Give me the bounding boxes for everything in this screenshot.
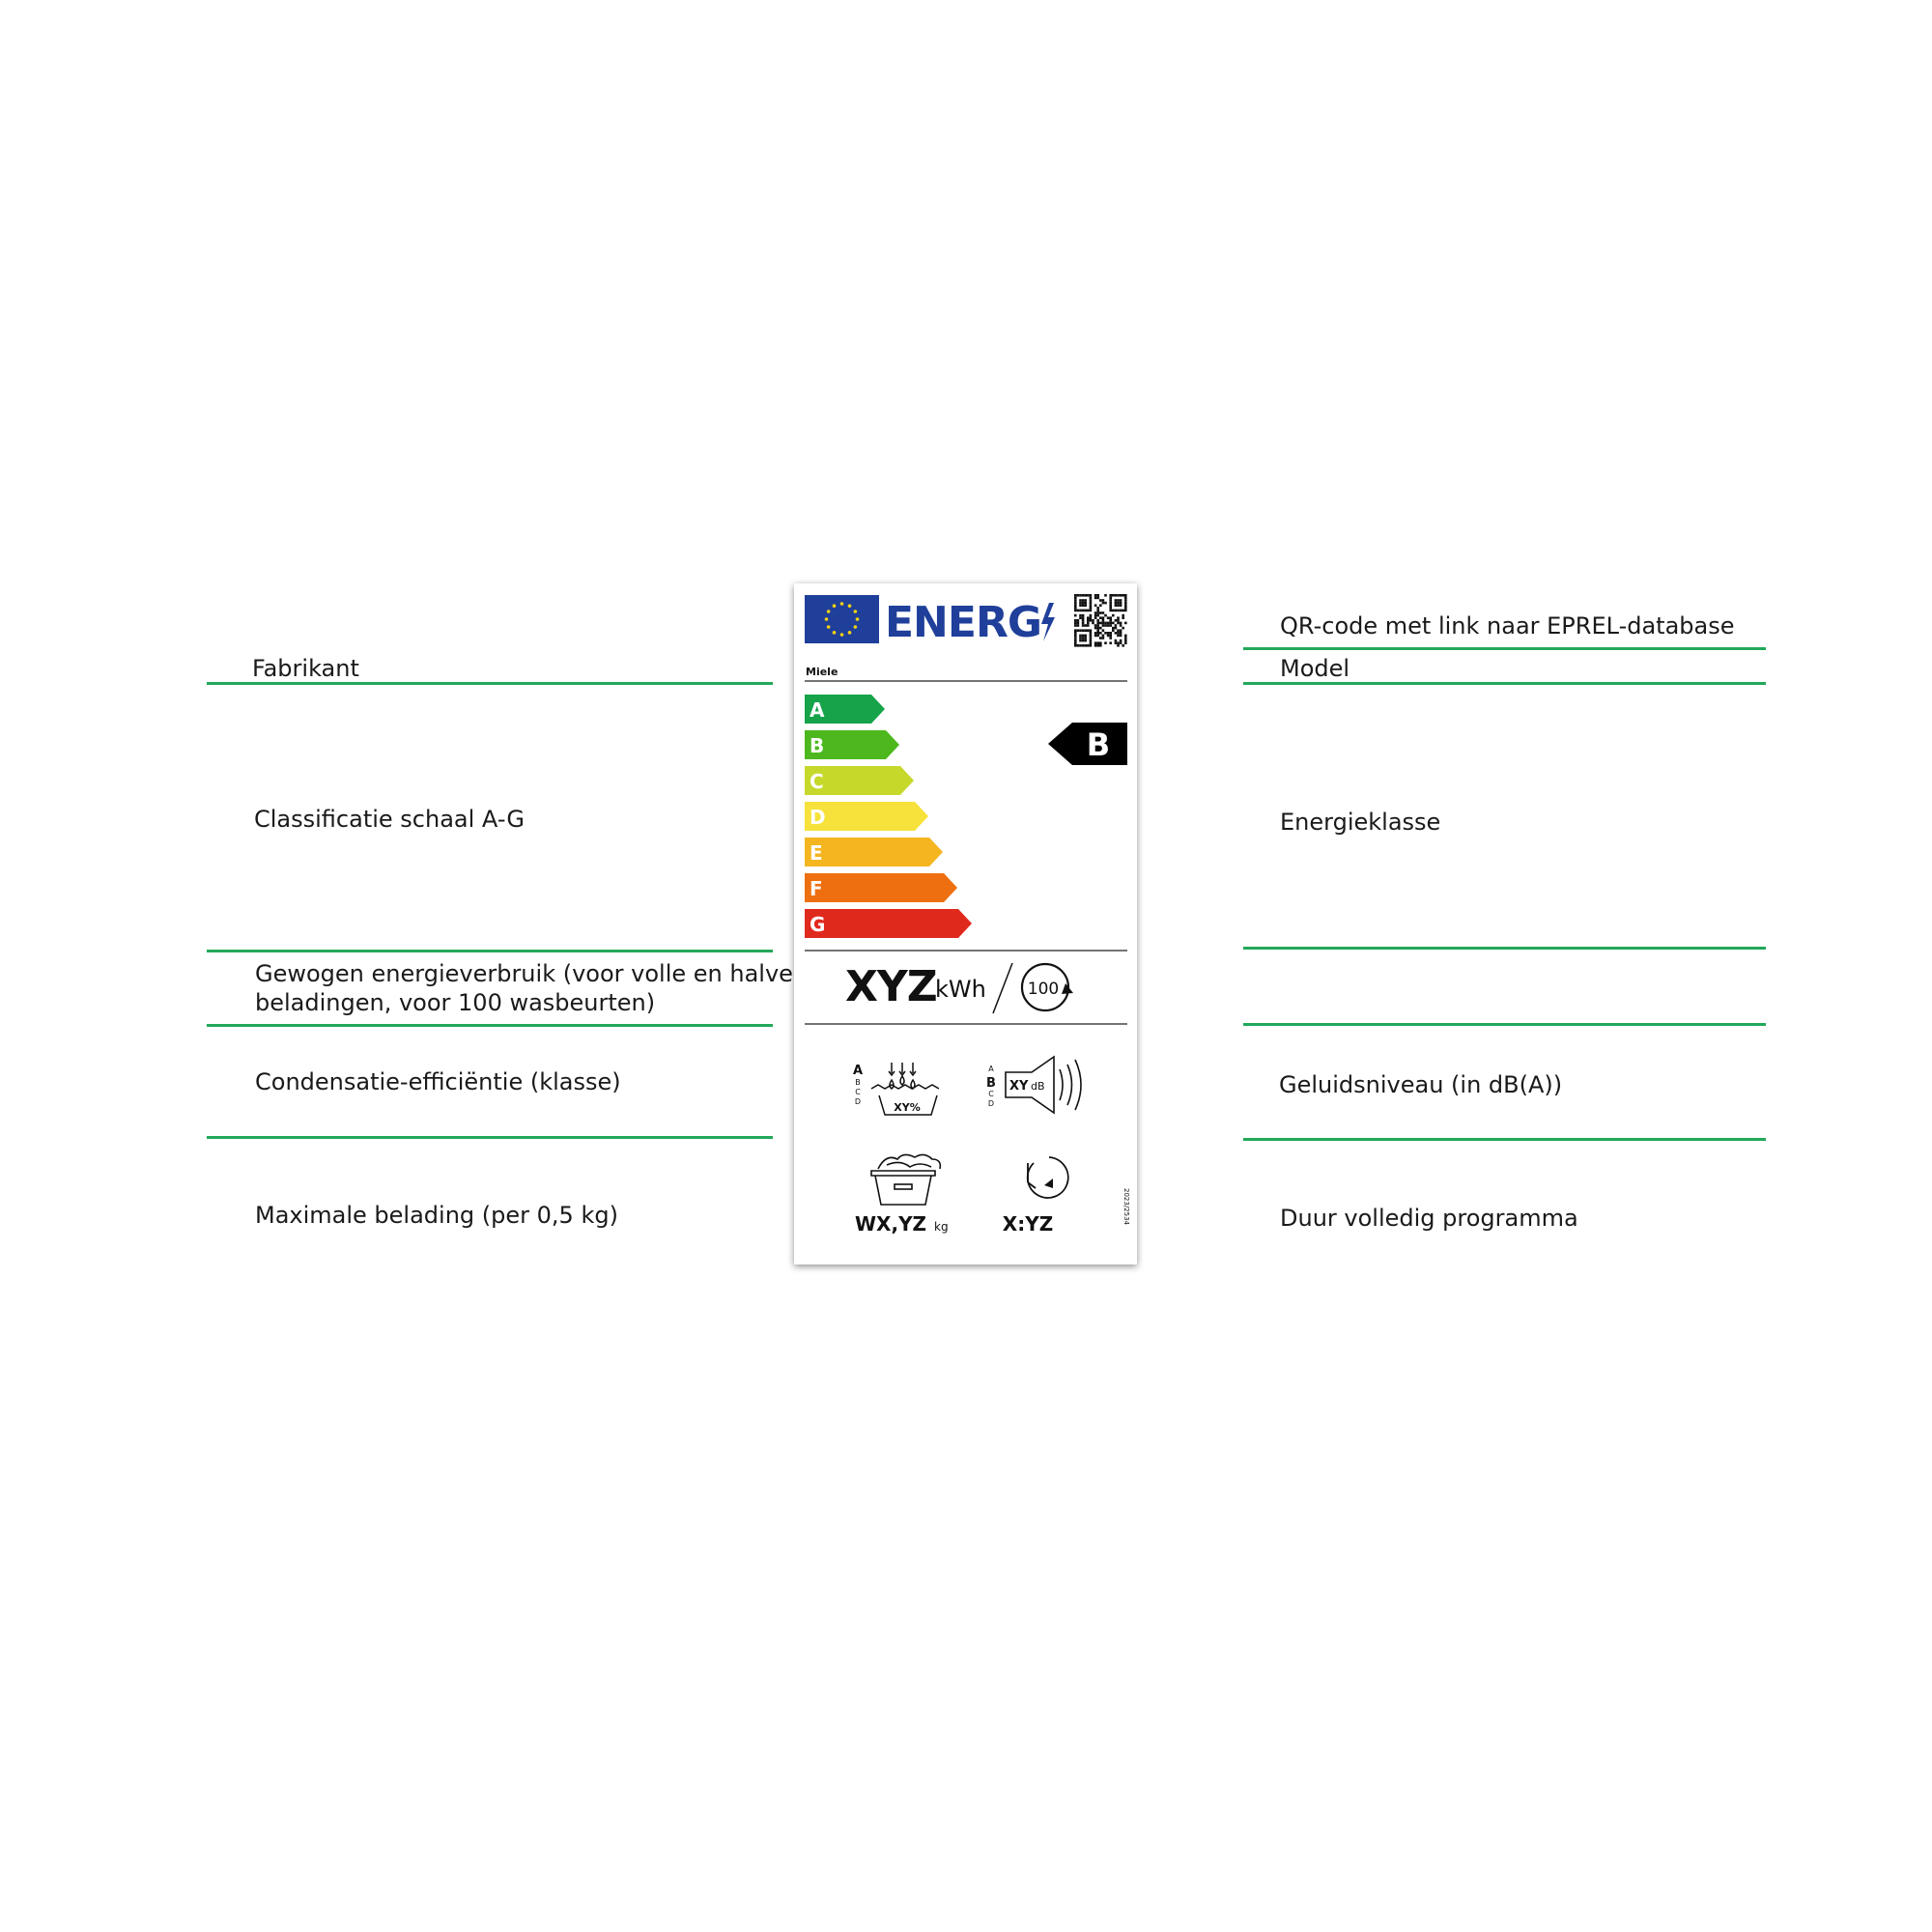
annotation-condensation: Condensatie-efficiëntie (klasse) <box>255 1068 621 1095</box>
eu-star-icon <box>848 604 852 608</box>
annotation-energy-class: Energieklasse <box>1280 809 1441 836</box>
eu-star-icon <box>848 631 852 635</box>
leader-line-energy-consumption-right <box>1243 1023 1766 1026</box>
rated-class-letter: B <box>1086 726 1111 763</box>
noise-class-c: C <box>988 1090 994 1098</box>
leader-line-scale <box>207 950 773 952</box>
annotation-noise: Geluidsniveau (in dB(A)) <box>1279 1071 1563 1098</box>
duration-value: X:YZ <box>1002 1212 1054 1236</box>
eu-star-icon <box>854 610 858 613</box>
scale-letter-c: C <box>810 770 824 793</box>
capacity-value: WX,YZ <box>855 1212 927 1236</box>
noise-value: XY <box>1009 1079 1029 1094</box>
noise-class-a: A <box>988 1065 994 1073</box>
scale-letter-f: F <box>810 877 823 900</box>
annotation-max-load: Maximale belading (per 0,5 kg) <box>255 1202 618 1229</box>
leader-line-energy-consumption <box>207 1024 773 1027</box>
leader-line-noise <box>1243 1138 1766 1141</box>
eu-star-icon <box>825 617 829 621</box>
leader-line-condensation <box>207 1136 773 1139</box>
condensation-class-c: C <box>855 1088 861 1096</box>
eu-star-icon <box>827 625 831 629</box>
annotation-energy-consumption-line1: Gewogen energieverbruik (voor volle en halve <box>255 960 793 987</box>
noise-scale <box>986 1065 996 1108</box>
energy-unit: kWh <box>935 976 986 1003</box>
scale-arrow-e <box>805 838 943 867</box>
clock-icon <box>1028 1157 1068 1198</box>
eu-star-icon <box>840 602 844 606</box>
label-supplier: Miele <box>806 666 838 678</box>
label-title: ENERG <box>885 598 1041 647</box>
annotation-energy-consumption-line2: beladingen, voor 100 wasbeurten) <box>255 989 656 1016</box>
cycles-value: 100 <box>1027 980 1060 999</box>
eu-star-icon <box>833 604 837 608</box>
annotation-duration: Duur volledig programma <box>1280 1205 1578 1232</box>
qr-code[interactable] <box>1074 594 1127 647</box>
energy-label <box>794 583 1137 1264</box>
scale-letter-d: D <box>810 806 826 829</box>
eu-star-icon <box>840 633 844 637</box>
scale-arrow-f <box>805 873 957 902</box>
energy-value: XYZ <box>845 962 937 1011</box>
condensation-scale <box>853 1064 863 1106</box>
annotation-scale: Classificatie schaal A-G <box>254 806 525 833</box>
leader-line-manufacturer <box>207 682 773 685</box>
leader-line-model <box>1243 682 1766 685</box>
condensation-value: XY% <box>894 1101 921 1114</box>
regulation-number: 2023/2534 <box>1122 1188 1130 1225</box>
leader-line-qr <box>1243 647 1766 650</box>
condensation-class-d: D <box>854 1097 862 1106</box>
capacity-unit: kg <box>934 1220 949 1234</box>
scale-arrow-g <box>805 909 972 938</box>
scale-letter-b: B <box>810 734 825 757</box>
scale-letter-e: E <box>810 841 823 865</box>
clock-arrowhead <box>1044 1179 1053 1188</box>
condensation-class-b: B <box>855 1078 861 1087</box>
leader-line-energy-class <box>1243 947 1766 950</box>
energy-slash <box>993 963 1012 1013</box>
eu-star-icon <box>854 625 858 629</box>
eu-star-icon <box>827 610 831 613</box>
annotation-qr: QR-code met link naar EPREL-database <box>1280 612 1735 639</box>
laundry-basket-icon <box>871 1154 940 1205</box>
annotation-manufacturer: Fabrikant <box>252 655 359 682</box>
annotation-model: Model <box>1280 655 1350 682</box>
lightning-icon <box>1041 603 1055 641</box>
noise-unit: dB <box>1031 1080 1045 1093</box>
scale-letter-a: A <box>810 698 825 722</box>
noise-class-b: B <box>986 1076 996 1091</box>
eu-star-icon <box>833 631 837 635</box>
noise-class-d: D <box>987 1099 995 1108</box>
scale-letter-g: G <box>810 913 826 936</box>
eu-star-icon <box>856 617 860 621</box>
condensation-class-a: A <box>852 1064 864 1078</box>
